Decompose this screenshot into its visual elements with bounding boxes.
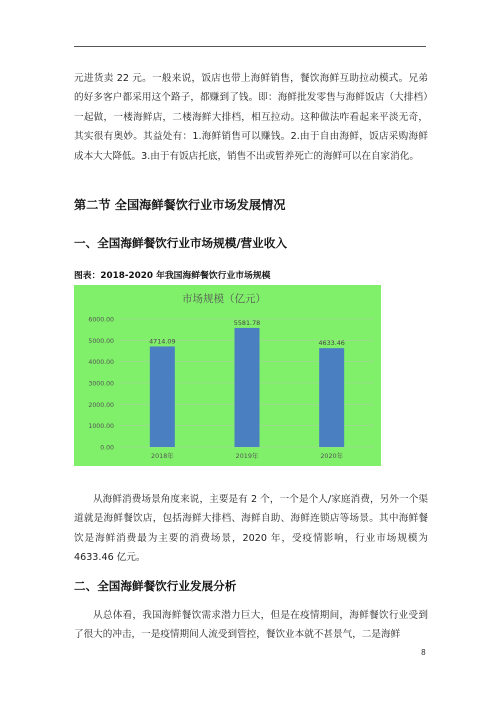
y-tick-label: 4000.00 — [88, 359, 114, 367]
chart-title: 市场规模（亿元） — [182, 293, 266, 305]
paragraph-1: 元进货卖 22 元。一般来说，饭店也带上海鲜销售，餐饮海鲜互助拉动模式。兄弟的好多客户都采用这个路子，都赚到了钱。即：海鲜批发零售与海鲜饭店（大排档）一起做，一楼海鲜店，二楼海鲜大排档，相互拉动。这种做法咋看起来平淡无奇，其实很有奥妙。其益处有：1.海鲜销售可以赚钱。2.由于自由海鲜，饭店采购海鲜成本大大降低。3.由于有饭店托底，销售不出或暂养死亡的海鲜可以在自家消化。 — [74, 73, 428, 162]
subheading-1: 一、全国海鲜餐饮行业市场规模/营业收入 — [74, 236, 287, 250]
y-tick-label: 2000.00 — [88, 401, 114, 409]
y-tick-label: 1000.00 — [88, 423, 114, 431]
chart-svg — [74, 285, 381, 466]
bar — [319, 348, 344, 447]
x-tick-label: 2019年 — [235, 452, 259, 460]
subheading-2: 二、全国海鲜餐饮行业发展分析 — [74, 579, 237, 593]
bar — [150, 346, 175, 447]
bar — [235, 328, 260, 447]
page-number: 8 — [421, 648, 426, 657]
data-label: 4714.09 — [149, 337, 176, 346]
data-label: 4633.46 — [318, 339, 345, 348]
section-heading: 第二节 全国海鲜餐饮行业市场发展情况 — [74, 198, 286, 212]
paragraph-3: 从总体看，我国海鲜餐饮需求潜力巨大，但是在疫情期间，海鲜餐饮行业受到了很大的冲击，一是疫情期间人流受到管控，餐饮业本就不甚景气，二是海鲜 — [74, 610, 428, 641]
y-tick-label: 0.00 — [100, 444, 114, 452]
x-tick-label: 2020年 — [320, 452, 343, 460]
y-tick-label: 3000.00 — [88, 380, 114, 388]
market-size-chart — [74, 285, 381, 466]
y-tick-label: 6000.00 — [88, 316, 114, 324]
figure-caption: 图表：2018-2020 年我国海鲜餐饮行业市场规模 — [74, 271, 271, 281]
paragraph-2: 从海鲜消费场景角度来说，主要是有 2 个，一个是个人/家庭消费，另外一个渠道就是海鲜餐饮店，包括海鲜大排档、海鲜自助、海鲜连锁店等场景。其中海鲜餐饮是海鲜消费最为主要的消费场景，2020 年，受疫情影响，行业市场规模为 4633.46 亿元。 — [74, 494, 428, 564]
x-tick-label: 2018年 — [151, 452, 174, 460]
data-label: 5581.78 — [233, 318, 261, 327]
y-tick-label: 5000.00 — [88, 337, 114, 345]
header-rule — [74, 46, 426, 47]
